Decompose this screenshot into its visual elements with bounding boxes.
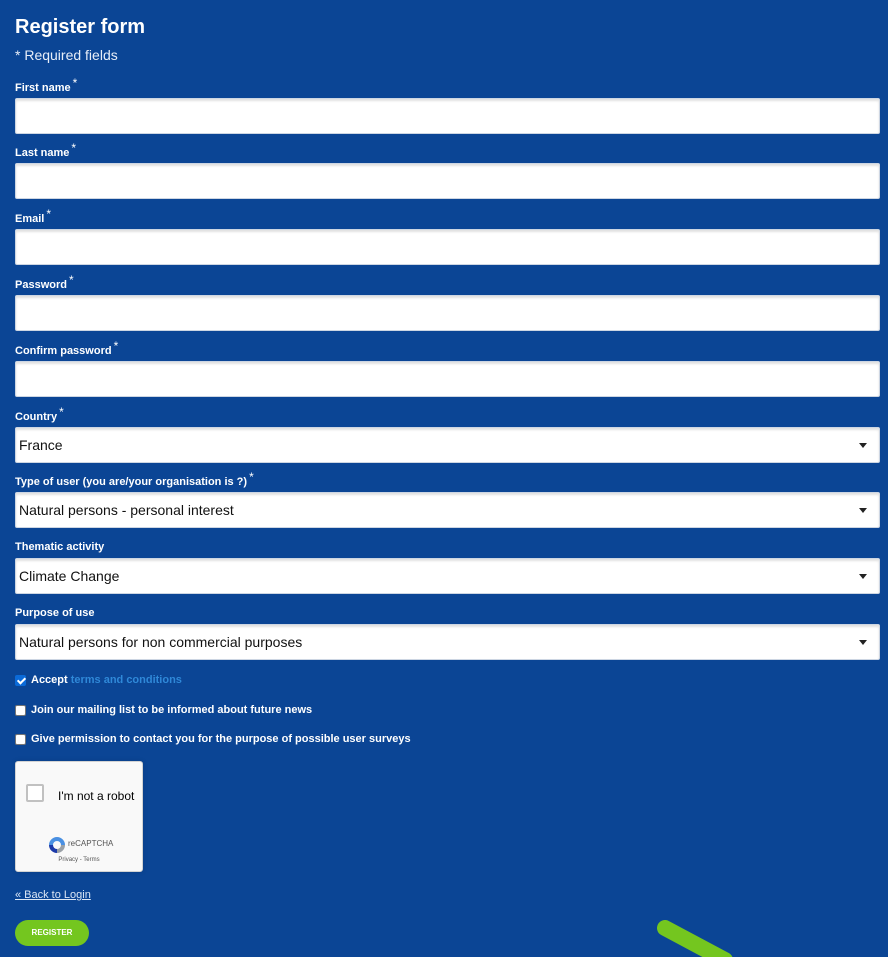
purpose-value: Natural persons for non commercial purposes: [19, 634, 303, 650]
required-star: *: [59, 405, 64, 419]
contact-permission-checkbox[interactable]: [15, 734, 26, 745]
recaptcha-label: I'm not a robot: [58, 789, 135, 803]
last-name-group: [15, 141, 880, 199]
user-type-label: Type of user (you are/your organisation is ?): [15, 476, 248, 488]
thematic-group: [15, 541, 880, 594]
thematic-value: Climate Change: [19, 568, 120, 584]
chevron-down-icon: [859, 508, 867, 513]
email-field[interactable]: [15, 229, 880, 265]
required-star: *: [46, 207, 52, 221]
back-to-login-link[interactable]: « Back to Login: [15, 889, 91, 901]
contact-permission-row: [15, 733, 411, 746]
mailing-list-label: Join our mailing list to be informed about future news: [31, 704, 313, 716]
confirm-password-label: Confirm password: [15, 345, 112, 357]
country-group: [15, 405, 880, 463]
password-input[interactable]: [15, 295, 880, 331]
user-type-select[interactable]: [15, 492, 880, 528]
required-star: *: [71, 141, 77, 155]
chevron-down-icon: [859, 443, 867, 448]
first-name-input[interactable]: [15, 98, 880, 134]
accept-label: Accept: [31, 674, 68, 686]
user-type-value: Natural persons - personal interest: [19, 502, 234, 518]
purpose-select[interactable]: [15, 624, 880, 660]
terms-link[interactable]: terms and conditions: [70, 674, 182, 686]
password-label: Password: [15, 279, 67, 291]
accept-terms-checkbox[interactable]: [15, 675, 26, 686]
chevron-down-icon: [859, 640, 867, 645]
purpose-group: [15, 607, 880, 660]
thematic-label: Thematic activity: [15, 541, 105, 553]
thematic-select[interactable]: [15, 558, 880, 594]
required-star: *: [113, 339, 119, 353]
recaptcha-links[interactable]: Privacy - Terms: [58, 857, 100, 863]
country-label: Country: [15, 411, 58, 423]
recaptcha-widget: [15, 761, 143, 872]
last-name-input[interactable]: [15, 163, 880, 199]
required-star: *: [72, 76, 78, 90]
last-name-label: Last name: [15, 147, 70, 159]
country-value: France: [19, 437, 63, 453]
recaptcha-icon: [47, 835, 67, 855]
register-button[interactable]: REGISTER: [15, 920, 89, 946]
confirm-password-input[interactable]: [15, 361, 880, 397]
page-title: Register form: [15, 16, 146, 38]
purpose-label: Purpose of use: [15, 607, 95, 619]
mailing-list-checkbox[interactable]: [15, 705, 26, 716]
required-star: *: [68, 273, 74, 287]
chevron-down-icon: [859, 574, 867, 579]
required-fields-note: * Required fields: [15, 47, 118, 63]
country-select[interactable]: [15, 427, 880, 463]
first-name-group: [15, 76, 880, 134]
email-label: Email: [15, 213, 45, 225]
first-name-label: First name: [15, 82, 71, 94]
recaptcha-brand: reCAPTCHA: [68, 839, 114, 848]
accept-terms-row: [15, 674, 182, 687]
required-star: *: [249, 470, 254, 484]
recaptcha-checkbox[interactable]: [26, 784, 44, 802]
decorative-swoosh: [655, 920, 735, 957]
email-group: [15, 207, 880, 265]
contact-permission-label: Give permission to contact you for the purpose of possible user surveys: [31, 733, 411, 745]
user-type-group: [15, 470, 880, 528]
password-group: [15, 273, 880, 331]
confirm-password-group: [15, 339, 880, 397]
mailing-list-row: [15, 704, 312, 717]
